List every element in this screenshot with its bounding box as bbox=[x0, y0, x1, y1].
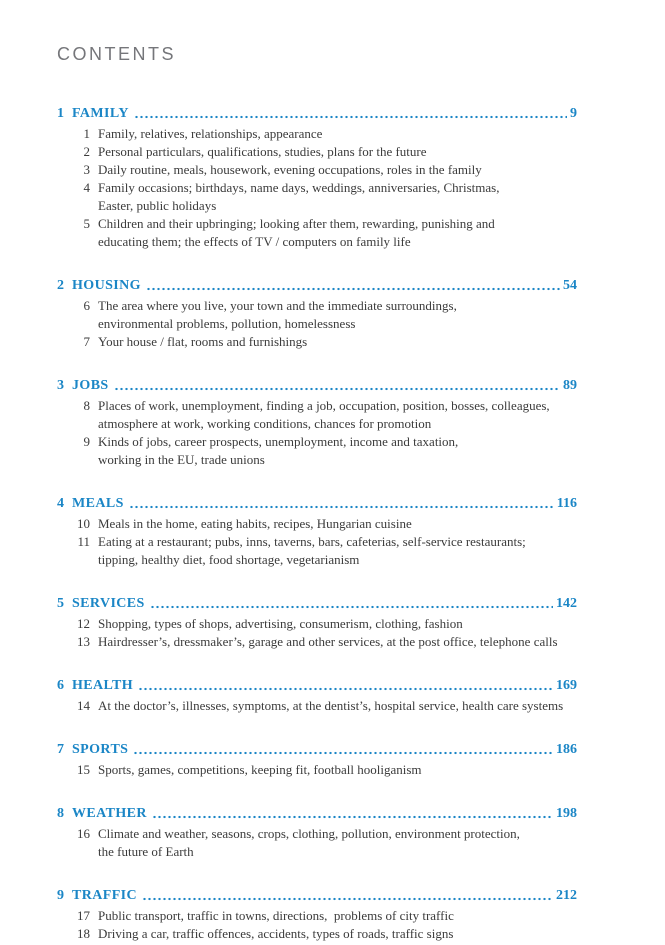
chapter-number: 7 bbox=[57, 742, 64, 757]
toc-chapter-row bbox=[57, 741, 577, 759]
toc-item bbox=[57, 761, 577, 779]
item-text bbox=[98, 125, 322, 143]
item-text-line: The area where you live, your town and the immediate surroundings, bbox=[98, 298, 457, 313]
chapter-item-list bbox=[57, 761, 577, 779]
chapter-title: FAMILY bbox=[72, 106, 129, 121]
toc-item bbox=[57, 633, 577, 651]
dot-leader bbox=[152, 814, 553, 820]
chapter-item-list bbox=[57, 697, 577, 715]
toc-chapter bbox=[57, 677, 577, 715]
item-text bbox=[98, 533, 526, 569]
item-text-line: Driving a car, traffic offences, accidents, types of roads, traffic signs bbox=[98, 926, 454, 941]
chapter-item-list bbox=[57, 515, 577, 569]
item-number: 15 bbox=[77, 762, 90, 777]
item-text-line: educating them; the effects of TV / computers on family life bbox=[98, 234, 411, 249]
toc-chapter-row bbox=[57, 277, 577, 295]
item-text-line: Your house / flat, rooms and furnishings bbox=[98, 334, 308, 349]
item-text-line: working in the EU, trade unions bbox=[98, 452, 265, 467]
toc-item bbox=[57, 825, 577, 861]
chapter-page-number: 116 bbox=[556, 496, 577, 511]
chapter-number: 9 bbox=[57, 888, 64, 903]
chapter-number: 6 bbox=[57, 678, 64, 693]
chapter-title: WEATHER bbox=[72, 806, 147, 821]
dot-leader bbox=[146, 286, 560, 292]
toc-item bbox=[57, 397, 577, 433]
chapter-page-number: 212 bbox=[556, 888, 577, 903]
item-text-line: environmental problems, pollution, homelessness bbox=[98, 316, 356, 331]
chapter-title: HEALTH bbox=[72, 678, 134, 693]
chapter-number: 4 bbox=[57, 496, 64, 511]
toc-chapter bbox=[57, 805, 577, 861]
item-text-line: At the doctor’s, illnesses, symptoms, at the dentist’s, hospital service, health care systems bbox=[98, 698, 564, 713]
chapter-item-list bbox=[57, 907, 577, 943]
item-text-line: Children and their upbringing; looking after them, rewarding, punishing and bbox=[98, 216, 495, 231]
chapter-page-number: 142 bbox=[556, 596, 577, 611]
toc-item bbox=[57, 907, 577, 925]
dot-leader bbox=[142, 896, 553, 902]
toc-chapter-row bbox=[57, 887, 577, 905]
item-text-line: Family occasions; birthdays, name days, weddings, anniversaries, Christmas, bbox=[98, 180, 500, 195]
chapter-number: 1 bbox=[57, 106, 64, 121]
toc-chapter bbox=[57, 105, 577, 251]
chapter-item-list bbox=[57, 297, 577, 351]
item-text-line: atmosphere at work, working conditions, chances for promotion bbox=[98, 416, 432, 431]
chapter-item-list bbox=[57, 615, 577, 651]
chapter-page-number: 54 bbox=[563, 278, 577, 293]
chapter-title: JOBS bbox=[72, 378, 109, 393]
chapter-number: 2 bbox=[57, 278, 64, 293]
toc-chapter bbox=[57, 741, 577, 779]
item-text bbox=[98, 515, 412, 533]
dot-leader bbox=[134, 114, 567, 120]
item-number: 2 bbox=[83, 144, 90, 159]
item-number: 1 bbox=[83, 126, 90, 141]
item-number: 3 bbox=[83, 162, 90, 177]
toc-item bbox=[57, 925, 577, 943]
toc-chapter bbox=[57, 377, 577, 469]
item-text-line: Eating at a restaurant; pubs, inns, taverns, bars, cafeterias, self-service restaurants; bbox=[98, 534, 526, 549]
table-of-contents bbox=[57, 105, 577, 943]
toc-item bbox=[57, 433, 577, 469]
toc-chapter bbox=[57, 887, 577, 943]
item-text bbox=[98, 297, 457, 333]
toc-chapter bbox=[57, 277, 577, 351]
item-number: 18 bbox=[77, 926, 90, 941]
toc-item bbox=[57, 125, 577, 143]
item-text bbox=[98, 161, 482, 179]
chapter-title: SERVICES bbox=[72, 596, 145, 611]
chapter-page-number: 198 bbox=[556, 806, 577, 821]
toc-item bbox=[57, 143, 577, 161]
item-text-line: Kinds of jobs, career prospects, unemployment, income and taxation, bbox=[98, 434, 459, 449]
toc-chapter-row bbox=[57, 805, 577, 823]
item-text bbox=[98, 433, 458, 469]
item-text bbox=[98, 179, 499, 215]
item-text-line: Easter, public holidays bbox=[98, 198, 217, 213]
item-number: 5 bbox=[83, 216, 90, 231]
chapter-page-number: 9 bbox=[570, 106, 577, 121]
item-text-line: the future of Earth bbox=[98, 844, 194, 859]
item-text bbox=[98, 925, 453, 943]
dot-leader bbox=[129, 504, 554, 510]
item-text-line: Climate and weather, seasons, crops, clothing, pollution, environment protection, bbox=[98, 826, 520, 841]
item-number: 9 bbox=[83, 434, 90, 449]
item-number: 4 bbox=[83, 180, 90, 195]
item-text-line: Places of work, unemployment, finding a job, occupation, position, bosses, colleagues, bbox=[98, 398, 550, 413]
chapter-item-list bbox=[57, 397, 577, 469]
chapter-page-number: 186 bbox=[556, 742, 577, 757]
chapter-number: 8 bbox=[57, 806, 64, 821]
item-number: 10 bbox=[77, 516, 90, 531]
chapter-item-list bbox=[57, 125, 577, 251]
item-text bbox=[98, 143, 427, 161]
toc-chapter bbox=[57, 495, 577, 569]
item-text-line: tipping, healthy diet, food shortage, vegetarianism bbox=[98, 552, 360, 567]
item-text-line: Shopping, types of shops, advertising, consumerism, clothing, fashion bbox=[98, 616, 463, 631]
chapter-page-number: 169 bbox=[556, 678, 577, 693]
dot-leader bbox=[114, 386, 560, 392]
item-number: 6 bbox=[83, 298, 90, 313]
item-text-line: Personal particulars, qualifications, studies, plans for the future bbox=[98, 144, 427, 159]
item-text-line: Meals in the home, eating habits, recipes, Hungarian cuisine bbox=[98, 516, 412, 531]
item-text bbox=[98, 633, 558, 651]
toc-item bbox=[57, 297, 577, 333]
item-number: 16 bbox=[77, 826, 90, 841]
item-text-line: Public transport, traffic in towns, directions, problems of city traffic bbox=[98, 908, 454, 923]
toc-item bbox=[57, 697, 577, 715]
item-number: 13 bbox=[77, 634, 90, 649]
toc-chapter bbox=[57, 595, 577, 651]
chapter-title: HOUSING bbox=[72, 278, 141, 293]
toc-chapter-row bbox=[57, 377, 577, 395]
dot-leader bbox=[150, 604, 553, 610]
page-title: CONTENTS bbox=[57, 44, 176, 64]
toc-item bbox=[57, 533, 577, 569]
item-text bbox=[98, 215, 495, 251]
toc-item bbox=[57, 615, 577, 633]
toc-item bbox=[57, 515, 577, 533]
chapter-number: 3 bbox=[57, 378, 64, 393]
item-number: 8 bbox=[83, 398, 90, 413]
dot-leader bbox=[138, 686, 553, 692]
toc-chapter-row bbox=[57, 495, 577, 513]
item-text-line: Family, relatives, relationships, appearance bbox=[98, 126, 323, 141]
chapter-item-list bbox=[57, 825, 577, 861]
toc-item bbox=[57, 179, 577, 215]
toc-chapter-row bbox=[57, 677, 577, 695]
item-text bbox=[98, 397, 550, 433]
item-text bbox=[98, 697, 563, 715]
item-text bbox=[98, 825, 520, 861]
item-number: 12 bbox=[77, 616, 90, 631]
toc-item bbox=[57, 215, 577, 251]
item-text bbox=[98, 761, 422, 779]
item-number: 14 bbox=[77, 698, 90, 713]
item-text-line: Daily routine, meals, housework, evening occupations, roles in the family bbox=[98, 162, 482, 177]
toc-item bbox=[57, 161, 577, 179]
item-text bbox=[98, 615, 463, 633]
chapter-title: SPORTS bbox=[72, 742, 129, 757]
item-number: 7 bbox=[83, 334, 90, 349]
chapter-title: TRAFFIC bbox=[72, 888, 138, 903]
item-text-line: Hairdresser’s, dressmaker’s, garage and other services, at the post office, telephone calls bbox=[98, 634, 558, 649]
chapter-number: 5 bbox=[57, 596, 64, 611]
item-number: 11 bbox=[77, 534, 90, 549]
toc-chapter-row bbox=[57, 105, 577, 123]
toc-chapter-row bbox=[57, 595, 577, 613]
item-text bbox=[98, 333, 307, 351]
toc-item bbox=[57, 333, 577, 351]
item-number: 17 bbox=[77, 908, 90, 923]
dot-leader bbox=[133, 750, 553, 756]
chapter-title: MEALS bbox=[72, 496, 124, 511]
item-text bbox=[98, 907, 454, 925]
item-text-line: Sports, games, competitions, keeping fit, football hooliganism bbox=[98, 762, 422, 777]
chapter-page-number: 89 bbox=[563, 378, 577, 393]
